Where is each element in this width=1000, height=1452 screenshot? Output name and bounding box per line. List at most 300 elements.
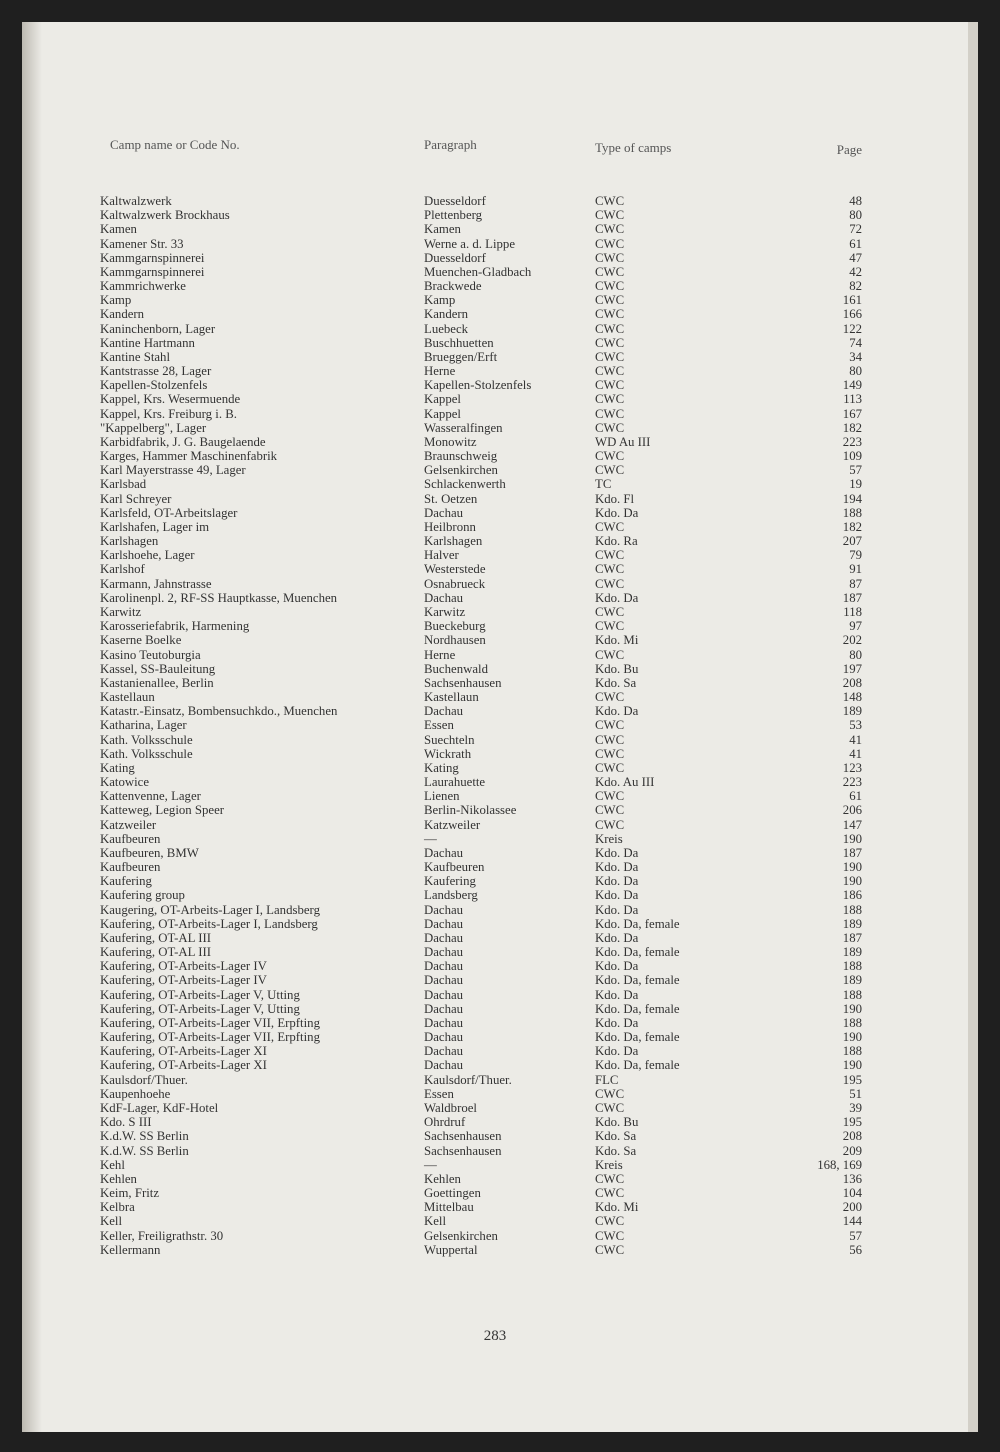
- camp-type-cell: CWC: [595, 1186, 625, 1201]
- table-row: [22, 1030, 968, 1044]
- table-row: [22, 1144, 968, 1158]
- camp-name-cell: Kehlen: [100, 1171, 137, 1186]
- page-ref-cell: 109: [842, 449, 862, 464]
- page-ref-cell: 207: [842, 534, 862, 549]
- camp-name-cell: Kamp: [100, 293, 132, 308]
- camp-name-cell: Kellermann: [100, 1242, 161, 1257]
- page-ref-cell: 189: [842, 973, 862, 988]
- paragraph-cell: Kaulsdorf/Thuer.: [424, 1072, 512, 1087]
- camp-name-cell: Kastellaun: [100, 690, 155, 705]
- camp-type-cell: CWC: [595, 406, 625, 421]
- camp-name-cell: Karlsfeld, OT-Arbeitslager: [100, 505, 238, 520]
- table-row: [22, 251, 968, 265]
- table-row: [22, 208, 968, 222]
- table-row: [22, 562, 968, 576]
- camp-name-cell: Karlshoehe, Lager: [100, 548, 195, 563]
- page-ref-cell: 223: [842, 434, 862, 449]
- camp-name-cell: Kammgarnspinnerei: [100, 250, 205, 265]
- table-row: [22, 789, 968, 803]
- paragraph-cell: Brueggen/Erft: [424, 349, 498, 364]
- camp-name-cell: Kaufbeuren, BMW: [100, 845, 199, 860]
- table-row: [22, 520, 968, 534]
- page-ref-cell: 182: [842, 519, 862, 534]
- camp-name-cell: Kammrichwerke: [100, 279, 186, 294]
- camp-name-cell: Karosseriefabrik, Harmening: [100, 619, 250, 634]
- table-row: [22, 803, 968, 817]
- camp-type-cell: Kdo. Da: [595, 845, 639, 860]
- paragraph-cell: Duesseldorf: [424, 194, 486, 208]
- page-ref-cell: 188: [842, 1044, 862, 1059]
- paragraph-cell: Kastellaun: [424, 690, 479, 705]
- paragraph-cell: Dachau: [424, 505, 464, 520]
- camp-type-cell: CWC: [595, 1086, 625, 1101]
- page-ref-cell: 87: [849, 576, 862, 591]
- paragraph-cell: Werne a. d. Lippe: [424, 236, 515, 251]
- paragraph-cell: Dachau: [424, 916, 464, 931]
- paragraph-cell: Kamp: [424, 293, 456, 308]
- paragraph-cell: Luebeck: [424, 321, 469, 336]
- table-row: [22, 407, 968, 421]
- camp-type-cell: CWC: [595, 562, 625, 577]
- camp-name-cell: Karlshafen, Lager im: [100, 519, 210, 534]
- camp-type-cell: Kdo. Da, female: [595, 1030, 680, 1045]
- page-ref-cell: 80: [849, 364, 862, 379]
- page-ref-cell: 113: [843, 392, 862, 407]
- camp-name-cell: Kating: [100, 760, 135, 775]
- table-row: [22, 1158, 968, 1172]
- paragraph-cell: Dachau: [424, 1030, 464, 1045]
- camp-type-cell: Kdo. Da: [595, 902, 639, 917]
- camp-type-cell: Kdo. Da: [595, 505, 639, 520]
- paragraph-cell: Dachau: [424, 845, 464, 860]
- paragraph-cell: Dachau: [424, 704, 464, 719]
- camp-type-cell: Kdo. Da: [595, 959, 639, 974]
- camp-name-cell: Kaufering, OT-Arbeits-Lager V, Utting: [100, 987, 300, 1002]
- paragraph-cell: Herne: [424, 647, 456, 662]
- camp-type-cell: CWC: [595, 604, 625, 619]
- camp-type-cell: CWC: [595, 264, 625, 279]
- camp-name-cell: Kehl: [100, 1157, 125, 1172]
- table-row: [22, 421, 968, 435]
- page-ref-cell: 57: [849, 1228, 862, 1243]
- paragraph-cell: Kell: [424, 1214, 447, 1229]
- table-row: [22, 591, 968, 605]
- camp-name-cell: Kattenvenne, Lager: [100, 789, 201, 804]
- page-ref-cell: 190: [842, 1001, 862, 1016]
- table-row: [22, 477, 968, 491]
- page-ref-cell: 223: [842, 775, 862, 790]
- table-row: [22, 307, 968, 321]
- paragraph-cell: Duesseldorf: [424, 250, 486, 265]
- paragraph-cell: Halver: [424, 548, 459, 563]
- camp-type-cell: Kdo. Sa: [595, 675, 637, 690]
- page-ref-cell: 47: [849, 250, 862, 265]
- paragraph-cell: Brackwede: [424, 279, 482, 294]
- page-ref-cell: 186: [842, 888, 862, 903]
- paragraph-cell: Nordhausen: [424, 633, 486, 648]
- table-row: [22, 1002, 968, 1016]
- table-row: [22, 378, 968, 392]
- camp-name-cell: "Kappelberg", Lager: [100, 420, 207, 435]
- camp-name-cell: Kaufering: [100, 874, 152, 889]
- camp-type-cell: Kdo. Da: [595, 590, 639, 605]
- header-camp-name: Camp name or Code No.: [110, 137, 240, 152]
- paragraph-cell: Kating: [424, 760, 459, 775]
- page-ref-cell: 195: [842, 1115, 862, 1130]
- paragraph-cell: Buchenwald: [424, 661, 488, 676]
- paragraph-cell: —: [424, 1157, 437, 1172]
- camp-name-cell: Kelbra: [100, 1200, 135, 1215]
- table-row: [22, 605, 968, 619]
- camp-type-cell: CWC: [595, 548, 625, 563]
- camp-name-cell: Karbidfabrik, J. G. Baugelaende: [100, 434, 266, 449]
- paragraph-cell: Dachau: [424, 945, 464, 960]
- table-row: [22, 888, 968, 902]
- page-ref-cell: 209: [842, 1143, 862, 1158]
- camp-name-cell: Kdo. S III: [100, 1115, 152, 1130]
- paragraph-cell: Sachsenhausen: [424, 675, 502, 690]
- paragraph-cell: Gelsenkirchen: [424, 1228, 498, 1243]
- paragraph-cell: Essen: [424, 1086, 454, 1101]
- camp-name-cell: Kaufering, OT-Arbeits-Lager IV: [100, 959, 267, 974]
- paragraph-cell: Wickrath: [424, 746, 472, 761]
- table-row: [22, 1044, 968, 1058]
- paragraph-cell: Sachsenhausen: [424, 1129, 502, 1144]
- camp-type-cell: CWC: [595, 364, 625, 379]
- page-ref-cell: 104: [842, 1186, 862, 1201]
- page-ref-cell: 188: [842, 902, 862, 917]
- camp-type-cell: Kdo. Mi: [595, 633, 639, 648]
- paragraph-cell: St. Oetzen: [424, 491, 478, 506]
- camp-name-cell: Katharina, Lager: [100, 718, 187, 733]
- table-row: [22, 279, 968, 293]
- camp-type-cell: Kreis: [595, 831, 623, 846]
- camp-type-cell: Kdo. Sa: [595, 1129, 637, 1144]
- page-ref-cell: 122: [842, 321, 862, 336]
- table-row: [22, 492, 968, 506]
- paragraph-cell: Kapellen-Stolzenfels: [424, 378, 532, 393]
- camp-name-cell: Karwitz: [100, 604, 142, 619]
- camp-type-cell: Kdo. Da: [595, 704, 639, 719]
- camp-type-cell: CWC: [595, 293, 625, 308]
- camp-type-cell: Kdo. Bu: [595, 661, 639, 676]
- paragraph-cell: Dachau: [424, 959, 464, 974]
- table-row: [22, 1073, 968, 1087]
- page-ref-cell: 190: [842, 831, 862, 846]
- paragraph-cell: Goettingen: [424, 1186, 481, 1201]
- paragraph-cell: Dachau: [424, 973, 464, 988]
- camp-type-cell: Kdo. Mi: [595, 1200, 639, 1215]
- table-row: [22, 690, 968, 704]
- page-ref-cell: 79: [849, 548, 862, 563]
- page-ref-cell: 195: [842, 1072, 862, 1087]
- page-ref-cell: 80: [849, 208, 862, 223]
- camp-type-cell: CWC: [595, 746, 625, 761]
- camp-type-cell: Kdo. Au III: [595, 775, 655, 790]
- camp-type-cell: Kdo. Bu: [595, 1115, 639, 1130]
- camp-type-cell: Kdo. Fl: [595, 491, 635, 506]
- page-ref-cell: 202: [842, 633, 862, 648]
- camp-type-cell: Kdo. Da: [595, 1044, 639, 1059]
- table-row: [22, 1016, 968, 1030]
- page-number: 283: [483, 1328, 507, 1344]
- camp-type-cell: CWC: [595, 1171, 625, 1186]
- page-ref-cell: 42: [849, 264, 862, 279]
- table-row: [22, 718, 968, 732]
- camp-type-cell: CWC: [595, 279, 625, 294]
- camp-name-cell: Karl Schreyer: [100, 491, 172, 506]
- camp-name-cell: Kandern: [100, 307, 145, 322]
- paragraph-cell: Sachsenhausen: [424, 1143, 502, 1158]
- table-row: [22, 860, 968, 874]
- camp-name-cell: Kell: [100, 1214, 123, 1229]
- camp-type-cell: Kdo. Da: [595, 1015, 639, 1030]
- page-ref-cell: 97: [849, 619, 862, 634]
- table-row: [22, 392, 968, 406]
- paragraph-cell: Plettenberg: [424, 208, 483, 223]
- camp-type-cell: CWC: [595, 250, 625, 265]
- camp-type-cell: CWC: [595, 349, 625, 364]
- camp-type-cell: CWC: [595, 1242, 625, 1257]
- camp-type-cell: Kdo. Da, female: [595, 916, 680, 931]
- page-ref-cell: 188: [842, 505, 862, 520]
- camp-type-cell: CWC: [595, 1228, 625, 1243]
- camp-name-cell: Kaupenhoehe: [100, 1086, 171, 1101]
- table-row: [22, 322, 968, 336]
- camp-type-cell: Kdo. Da, female: [595, 945, 680, 960]
- camp-type-cell: CWC: [595, 760, 625, 775]
- page-ref-cell: 53: [849, 718, 862, 733]
- paragraph-cell: Waldbroel: [424, 1101, 477, 1115]
- paragraph-cell: Dachau: [424, 590, 464, 605]
- table-row: [22, 350, 968, 364]
- camp-name-cell: Kaufering, OT-Arbeits-Lager VII, Erpfting: [100, 1030, 320, 1045]
- table-row: [22, 903, 968, 917]
- paragraph-cell: Dachau: [424, 987, 464, 1002]
- table-row: [22, 633, 968, 647]
- page-ref-cell: 51: [849, 1086, 862, 1101]
- camp-type-cell: CWC: [595, 307, 625, 322]
- paragraph-cell: Laurahuette: [424, 775, 486, 790]
- paragraph-cell: Kehlen: [424, 1171, 461, 1186]
- book-page: [22, 22, 978, 1432]
- table-row: [22, 1058, 968, 1072]
- paragraph-cell: Dachau: [424, 1015, 464, 1030]
- page-ref-cell: 208: [842, 1129, 862, 1144]
- paragraph-cell: Osnabrueck: [424, 576, 486, 591]
- camp-name-cell: Kaninchenborn, Lager: [100, 321, 216, 336]
- paragraph-cell: —: [424, 831, 437, 846]
- camp-name-cell: Kaufering, OT-Arbeits-Lager V, Utting: [100, 1001, 300, 1016]
- page-ref-cell: 190: [842, 1058, 862, 1073]
- paragraph-cell: Ohrdruf: [424, 1115, 466, 1130]
- camp-name-cell: Kantine Stahl: [100, 349, 171, 364]
- page-ref-cell: 91: [849, 562, 862, 577]
- table-row: [22, 704, 968, 718]
- camp-type-cell: CWC: [595, 321, 625, 336]
- index-table: [22, 194, 968, 1257]
- table-row: [22, 959, 968, 973]
- camp-name-cell: Keim, Fritz: [100, 1186, 159, 1201]
- page-ref-cell: 72: [849, 222, 862, 237]
- camp-type-cell: Kdo. Ra: [595, 534, 638, 549]
- camp-name-cell: Kappel, Krs. Freiburg i. B.: [100, 406, 237, 421]
- table-row: [22, 1101, 968, 1115]
- page-ref-cell: 34: [849, 349, 862, 364]
- paragraph-cell: Schlackenwerth: [424, 477, 506, 492]
- camp-type-cell: Kdo. Sa: [595, 1143, 637, 1158]
- page-ref-cell: 208: [842, 675, 862, 690]
- page-ref-cell: 190: [842, 1030, 862, 1045]
- camp-name-cell: Karlsbad: [100, 477, 147, 492]
- camp-type-cell: Kdo. Da: [595, 860, 639, 875]
- camp-name-cell: Kaufering, OT-Arbeits-Lager IV: [100, 973, 267, 988]
- camp-type-cell: Kdo. Da: [595, 888, 639, 903]
- camp-name-cell: Karges, Hammer Maschinenfabrik: [100, 449, 278, 464]
- paragraph-cell: Berlin-Nikolassee: [424, 803, 517, 818]
- header-paragraph: Paragraph: [424, 137, 477, 152]
- camp-type-cell: CWC: [595, 236, 625, 251]
- page-ref-cell: 182: [842, 420, 862, 435]
- table-row: [22, 648, 968, 662]
- camp-type-cell: CWC: [595, 392, 625, 407]
- camp-name-cell: Kaufering, OT-AL III: [100, 945, 211, 960]
- camp-name-cell: Karlshagen: [100, 534, 159, 549]
- camp-type-cell: CWC: [595, 732, 625, 747]
- camp-name-cell: Kaugering, OT-Arbeits-Lager I, Landsberg: [100, 902, 320, 917]
- camp-name-cell: Kaltwalzwerk Brockhaus: [100, 208, 230, 223]
- page-ref-cell: 189: [842, 916, 862, 931]
- table-row: [22, 761, 968, 775]
- table-row: [22, 506, 968, 520]
- table-row: [22, 973, 968, 987]
- camp-name-cell: Katteweg, Legion Speer: [100, 803, 225, 818]
- camp-type-cell: FLC: [595, 1072, 619, 1087]
- page-ref-cell: 80: [849, 647, 862, 662]
- page-ref-cell: 189: [842, 945, 862, 960]
- page-ref-cell: 118: [843, 604, 862, 619]
- page-ref-cell: 194: [842, 491, 862, 506]
- page-ref-cell: 187: [842, 930, 862, 945]
- table-row: [22, 917, 968, 931]
- page-ref-cell: 187: [842, 590, 862, 605]
- table-row: [22, 435, 968, 449]
- camp-name-cell: Kastanienallee, Berlin: [100, 675, 214, 690]
- table-row: [22, 463, 968, 477]
- paragraph-cell: Wasseralfingen: [424, 420, 503, 435]
- camp-name-cell: Kapellen-Stolzenfels: [100, 378, 208, 393]
- paragraph-cell: Suechteln: [424, 732, 475, 747]
- paragraph-cell: Kaufering: [424, 874, 476, 889]
- paragraph-cell: Dachau: [424, 902, 464, 917]
- camp-type-cell: CWC: [595, 208, 625, 223]
- page-ref-cell: 48: [849, 194, 862, 208]
- camp-name-cell: Kassel, SS-Bauleitung: [100, 661, 216, 676]
- camp-name-cell: Kath. Volksschule: [100, 732, 193, 747]
- table-row: [22, 733, 968, 747]
- paragraph-cell: Dachau: [424, 1058, 464, 1073]
- paragraph-cell: Kappel: [424, 406, 461, 421]
- paragraph-cell: Braunschweig: [424, 449, 498, 464]
- page-ref-cell: 147: [842, 817, 862, 832]
- page-ref-cell: 188: [842, 959, 862, 974]
- camp-type-cell: Kdo. Da, female: [595, 973, 680, 988]
- table-row: [22, 775, 968, 789]
- paragraph-cell: Bueckeburg: [424, 619, 486, 634]
- camp-type-cell: TC: [595, 477, 612, 492]
- page-ref-cell: 123: [842, 760, 862, 775]
- page-ref-cell: 188: [842, 1015, 862, 1030]
- table-row: [22, 1200, 968, 1214]
- paragraph-cell: Karlshagen: [424, 534, 483, 549]
- page-ref-cell: 41: [849, 746, 862, 761]
- camp-type-cell: CWC: [595, 194, 625, 208]
- camp-name-cell: Kasino Teutoburgia: [100, 647, 201, 662]
- camp-name-cell: Kaufbeuren: [100, 860, 161, 875]
- table-row: [22, 534, 968, 548]
- paragraph-cell: Dachau: [424, 1044, 464, 1059]
- table-row: [22, 364, 968, 378]
- camp-name-cell: Kaufering, OT-Arbeits-Lager VII, Erpfting: [100, 1015, 320, 1030]
- camp-type-cell: Kdo. Da: [595, 874, 639, 889]
- camp-name-cell: Karmann, Jahnstrasse: [100, 576, 212, 591]
- table-row: [22, 1186, 968, 1200]
- table-row: [22, 988, 968, 1002]
- table-row: [22, 222, 968, 236]
- page-ref-cell: 61: [849, 236, 862, 251]
- camp-type-cell: CWC: [595, 519, 625, 534]
- camp-name-cell: Katastr.-Einsatz, Bombensuchkdo., Muenchen: [100, 704, 338, 719]
- paragraph-cell: Kappel: [424, 392, 461, 407]
- camp-name-cell: Kaufering, OT-Arbeits-Lager I, Landsberg: [100, 916, 318, 931]
- table-row: [22, 237, 968, 251]
- table-row: [22, 449, 968, 463]
- page-ref-cell: 188: [842, 987, 862, 1002]
- table-row: [22, 832, 968, 846]
- page-ref-cell: 161: [842, 293, 862, 308]
- page-ref-cell: 74: [849, 335, 862, 350]
- camp-name-cell: Kaltwalzwerk: [100, 194, 172, 208]
- camp-type-cell: CWC: [595, 449, 625, 464]
- camp-name-cell: Karolinenpl. 2, RF-SS Hauptkasse, Muenchen: [100, 590, 338, 605]
- page-ref-cell: 56: [849, 1242, 862, 1257]
- paragraph-cell: Dachau: [424, 930, 464, 945]
- camp-name-cell: Kaserne Boelke: [100, 633, 182, 648]
- camp-type-cell: CWC: [595, 1214, 625, 1229]
- table-row: [22, 1172, 968, 1186]
- page-ref-cell: 148: [842, 690, 862, 705]
- paragraph-cell: Kamen: [424, 222, 461, 237]
- camp-type-cell: Kdo. Da, female: [595, 1058, 680, 1073]
- page-ref-cell: 166: [842, 307, 862, 322]
- camp-name-cell: Kantine Hartmann: [100, 335, 195, 350]
- table-row: [22, 676, 968, 690]
- camp-name-cell: Kaulsdorf/Thuer.: [100, 1072, 188, 1087]
- camp-name-cell: Keller, Freiligrathstr. 30: [100, 1228, 224, 1243]
- camp-type-cell: CWC: [595, 789, 625, 804]
- table-row: [22, 931, 968, 945]
- camp-type-cell: CWC: [595, 1101, 625, 1115]
- page-ref-cell: 206: [842, 803, 862, 818]
- table-row: [22, 194, 968, 208]
- table-row: [22, 747, 968, 761]
- camp-type-cell: CWC: [595, 420, 625, 435]
- table-row: [22, 577, 968, 591]
- paragraph-cell: Kaufbeuren: [424, 860, 485, 875]
- page-ref-cell: 136: [842, 1171, 862, 1186]
- page-ref-cell: 190: [842, 860, 862, 875]
- camp-type-cell: WD Au III: [595, 434, 651, 449]
